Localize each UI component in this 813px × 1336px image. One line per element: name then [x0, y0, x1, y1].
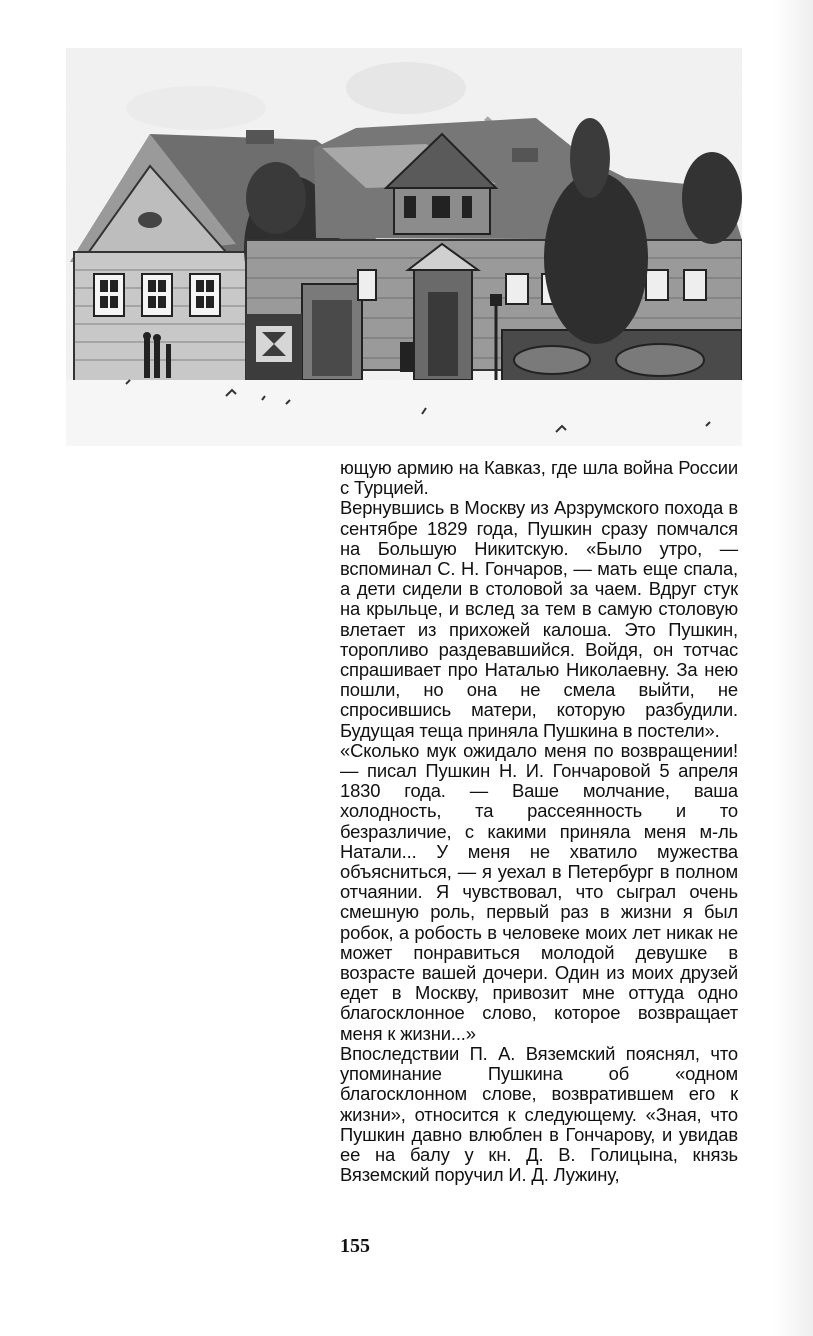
page-edge-shadow: [773, 0, 813, 1336]
page-number: 155: [340, 1235, 370, 1257]
paragraph-2: Вернувшись в Москву из Арзрумского похода в сентябре 1829 года, Пушкин сразу помчался на Большую Никитскую. «Было утро, — вспоминал С. Н. Гончаров, — мать еще спала, а дети сидели в столовой за чаем. Вдруг стук на крыльце, и вслед за тем в самую столовую влетает из прихожей калоша. Это Пушкин, торопливо раздевавшийся. Войдя, он тотчас спрашивает про Наталью Николаевну. За нею пошли, но она не смела выйти, не спросившись матери, которую разбудили. Будущая теща приняла Пушкина в постели».: [340, 497, 738, 741]
paragraph-1: ющую армию на Кавказ, где шла война России с Турцией.: [340, 457, 738, 499]
body-text: [340, 458, 738, 1185]
paragraph-3: «Сколько мук ожидало меня по возвращении! — писал Пушкин Н. И. Гончаровой 5 апреля 1830 года. — Ваше молчание, ваша холодность, та рассеянность и то безразличие, с какими приняла меня м-ль Натали... У меня не хватило мужества объясниться, — я уехал в Петербург в полном отчаянии. Я чувствовал, что сыграл очень смешную роль, первый раз в жизни я был робок, а робость в человеке моих лет никак не может понравиться молодой девушке в возрасте вашей дочери. Один из моих друзей едет в Москву, привозит мне оттуда одно благосклонное слово, которое возвращает меня к жизни...»: [340, 739, 738, 1044]
paragraph-4: Впоследствии П. А. Вяземский пояснял, что упоминание Пушкина об «одном благосклонном слове, возвратившем его к жизни», относится к следующему. «Зная, что Пушкин давно влюблен в Гончарову, и увидав ее на балу у кн. Д. В. Голицына, князь Вяземский поручил И. Д. Лужину,: [340, 1042, 738, 1186]
house-illustration: [66, 48, 742, 446]
